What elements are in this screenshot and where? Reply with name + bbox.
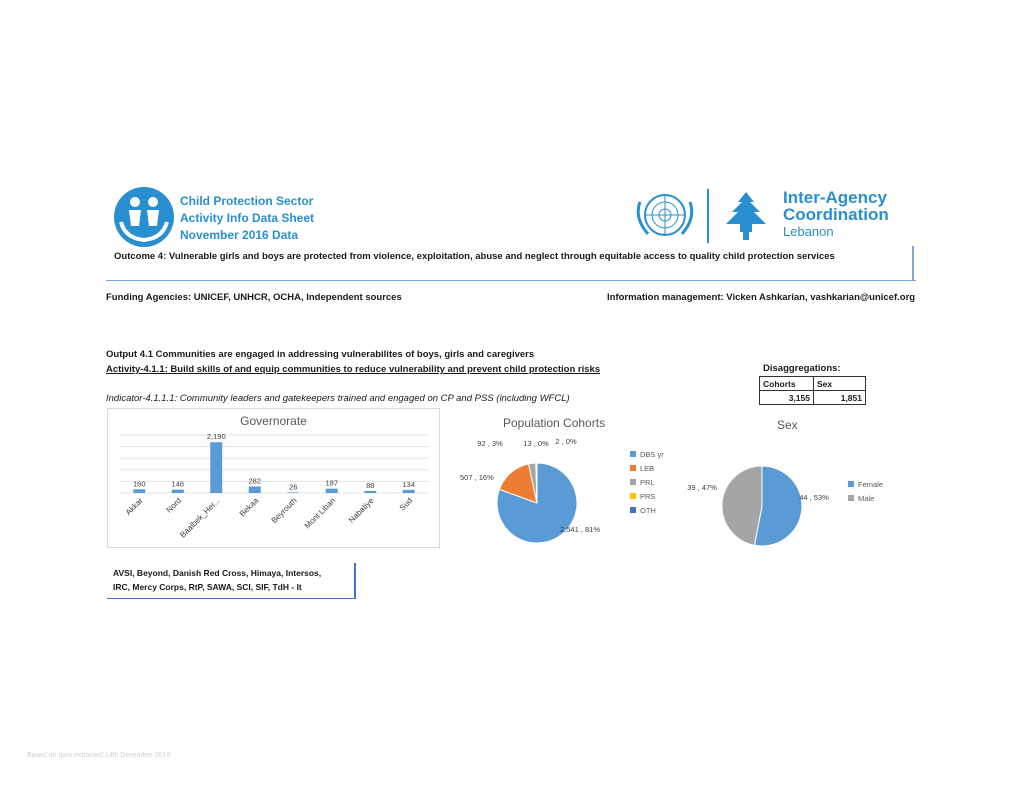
legend-label: Male	[858, 493, 875, 503]
legend-swatch	[848, 481, 854, 487]
x-tick-label: Sud	[397, 496, 415, 513]
sex-header: Sex	[814, 377, 866, 391]
legend-label: Female	[858, 479, 884, 489]
bar-data-label: 88	[366, 480, 375, 490]
cohorts-chart-title: Population Cohorts	[503, 416, 606, 430]
bar	[287, 492, 299, 493]
logo-divider	[707, 189, 709, 243]
footer-note: Based on data extracted 14th December 2016	[27, 752, 171, 759]
bar-data-label: 134	[402, 479, 416, 489]
sex-legend	[848, 477, 883, 505]
legend-entry	[630, 447, 664, 461]
sex-value: 1,851	[814, 391, 866, 405]
x-tick-label: Akkar	[123, 496, 145, 517]
bar-data-label: 146	[171, 479, 185, 489]
legend-label: LEB	[640, 463, 655, 473]
pie-data-label: 39 , 47%	[687, 483, 717, 492]
bar	[210, 442, 222, 493]
x-tick-label: Mont Liban	[302, 496, 338, 531]
legend-swatch	[630, 507, 636, 513]
legend-entry	[630, 475, 664, 489]
partners-line-1: AVSI, Beyond, Danish Red Cross, Himaya, Intersos,	[113, 568, 322, 578]
legend-entry	[630, 503, 664, 517]
cohorts-header: Cohorts	[760, 377, 814, 391]
partners-box	[107, 563, 356, 599]
disaggregations-table	[759, 376, 866, 405]
iac-line-1: Inter-Agency	[783, 188, 887, 207]
information-management: Information management: Vicken Ashkarian, vashkarian@unicef.org	[607, 292, 916, 303]
legend-label: PRL	[640, 477, 655, 487]
bar	[364, 491, 376, 493]
legend-entry	[848, 477, 883, 491]
partners-line-2: IRC, Mercy Corps, RtP, SAWA, SCI, SIF, TdH - It	[113, 582, 302, 592]
bar-data-label: 160	[132, 479, 146, 489]
pie-data-label: 13 , 0%	[523, 439, 549, 448]
x-tick-label: Nabatiye	[346, 496, 376, 525]
legend-swatch	[630, 465, 636, 471]
outcome-right-bar	[912, 246, 914, 280]
bar-data-label: 2,190	[206, 432, 226, 442]
governorate-chart	[107, 408, 440, 548]
bar	[403, 490, 415, 493]
iac-line-3: Lebanon	[783, 224, 834, 239]
legend-entry	[630, 461, 664, 475]
sex-pie-chart	[672, 430, 852, 550]
governorate-bar-plot	[108, 431, 439, 547]
disaggregations-title: Disaggregations:	[763, 363, 841, 374]
x-tick-label: Beyrouth	[269, 496, 299, 526]
bar-data-label: 187	[325, 478, 339, 488]
legend-label: OTH	[640, 505, 656, 515]
bar-data-label: 282	[248, 476, 262, 486]
header-title-line-1: Child Protection Sector	[180, 194, 314, 208]
pie-data-label: 92 , 3%	[477, 439, 503, 448]
header-title-line-2: Activity Info Data Sheet	[180, 211, 315, 225]
bar	[326, 489, 338, 493]
bar-data-label: 26	[289, 482, 298, 492]
un-emblem-logo	[628, 188, 702, 242]
legend-label: PRS	[640, 491, 656, 501]
bar	[249, 486, 261, 493]
pie-data-label: 507 , 16%	[460, 473, 494, 482]
header-title-line-3: November 2016 Data	[180, 228, 299, 242]
outcome-text: Outcome 4: Vulnerable girls and boys are protected from violence, exploitation, abuse and neglect through equitable access to quality child protection services	[114, 251, 835, 262]
legend-entry	[848, 491, 883, 505]
governorate-chart-title: Governorate	[240, 414, 307, 428]
legend-label: DBS yr	[640, 449, 664, 459]
indicator-title: Indicator-4.1.1.1: Community leaders and gatekeepers trained and engaged on CP and PSS (including WFCL)	[106, 393, 570, 404]
bar	[133, 489, 145, 493]
sex-chart-title: Sex	[777, 418, 798, 432]
iac-line-2: Coordination	[783, 205, 889, 224]
legend-swatch	[630, 451, 636, 457]
activity-title: Activity-4.1.1: Build skills of and equip communities to reduce vulnerability and prevent child protection risks	[106, 364, 601, 375]
x-tick-label: Bekaa	[237, 496, 261, 519]
legend-swatch	[630, 479, 636, 485]
outcome-rule	[106, 280, 916, 281]
pie-data-label: 2 , 0%	[555, 437, 577, 446]
x-tick-label: Nord	[164, 496, 184, 515]
legend-swatch	[630, 493, 636, 499]
legend-swatch	[848, 495, 854, 501]
x-tick-label: Baalbek_Her...	[178, 496, 222, 540]
pie-slice	[722, 466, 762, 545]
output-title: Output 4.1 Communities are engaged in addressing vulnerabilites of boys, girls and caregivers	[106, 349, 535, 360]
bar	[172, 490, 184, 493]
child-protection-logo	[111, 186, 177, 248]
funding-agencies: Funding Agencies: UNICEF, UNHCR, OCHA, Independent sources	[106, 292, 402, 303]
legend-entry	[630, 489, 664, 503]
cohorts-pie-chart	[450, 430, 630, 550]
pie-data-label: 2,541 , 81%	[559, 525, 601, 534]
pie-data-label: 44 , 53%	[799, 493, 829, 502]
cedar-tree-logo	[716, 190, 776, 242]
cohorts-value: 3,155	[760, 391, 814, 405]
cohorts-legend	[630, 447, 664, 517]
